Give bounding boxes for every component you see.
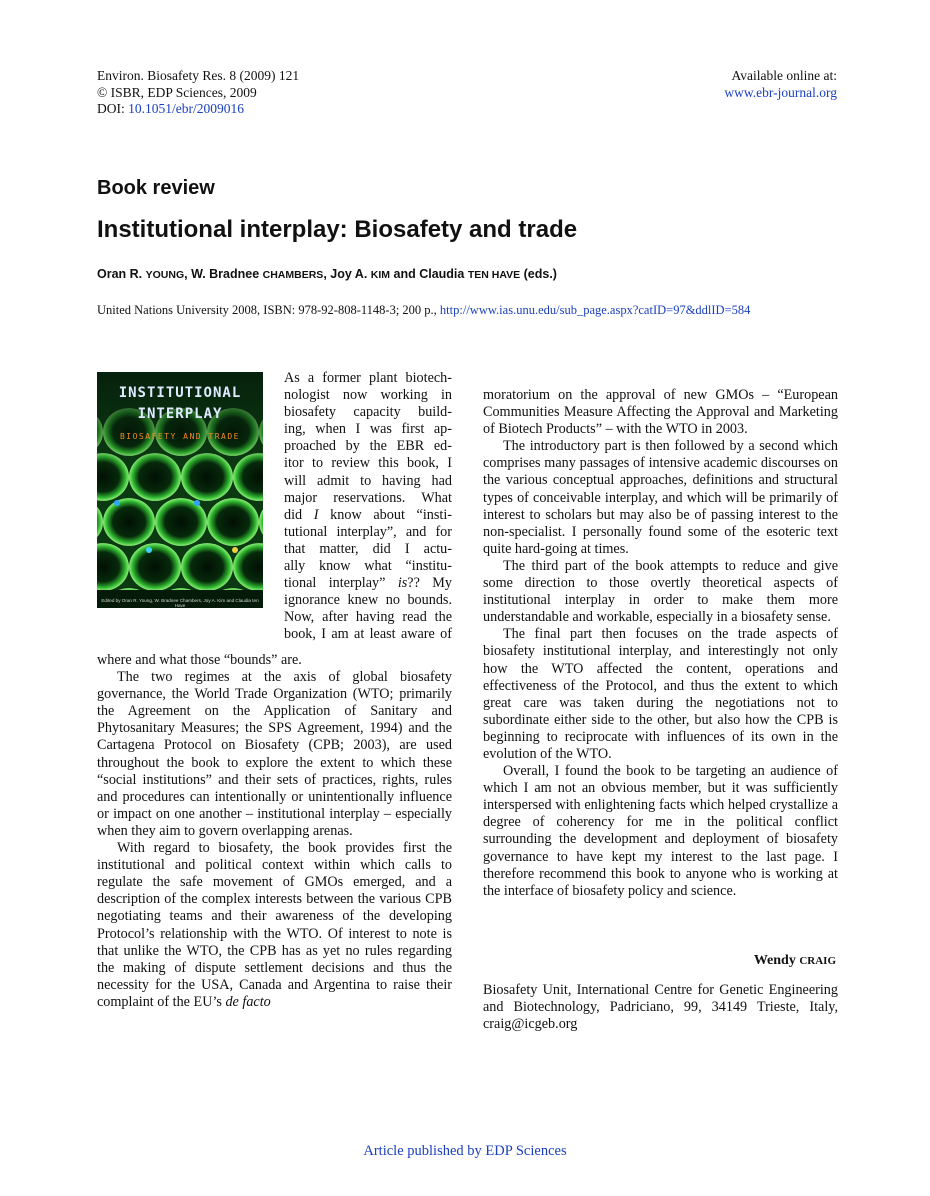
wrap-line: that matter, did I actu- [284, 540, 452, 557]
left-column [97, 652, 452, 1011]
cover-cell [155, 498, 207, 546]
availability-block [724, 68, 837, 101]
wrap-italic: I [313, 506, 319, 523]
cover-cell [103, 498, 155, 546]
cover-editors: Edited by Oran R. Young, W. Bradnee Chambers, Joy A. Kim and Claudia ten Have [101, 598, 259, 608]
cover-title-line2: INTERPLAY [137, 406, 223, 422]
doi-link[interactable]: 10.1051/ebr/2009016 [128, 101, 244, 116]
doi-line [97, 101, 299, 118]
biblio-url-link[interactable]: http://www.ias.unu.edu/sub_page.aspx?catID=97&ddlID=584 [439, 303, 751, 317]
section-label: Book review [97, 177, 215, 199]
cover-cell [207, 498, 259, 546]
wrap-line: As a former plant biotech- [284, 370, 452, 386]
paragraph: Overall, I found the book to be targeting an audience of which I am not an obvious member, but it was sufficiently interspersed with enlightening facts which helped crystallize a degree of coherency for me in the political conflict surrounding the development and deployment of biosafety governance to have kept my interest to the last page. I therefore recommend this book to anyone who is working at the interface of biosafety policy and science. [483, 763, 838, 899]
right-column [483, 387, 838, 900]
wrap-line: will admit to having had [284, 472, 452, 489]
author-line [97, 267, 557, 281]
wrap-line [284, 507, 452, 524]
wrap-line: ally know what “institu- [284, 558, 452, 575]
wrap-line: proached by the EBR ed- [284, 438, 452, 455]
bibliographic-line [97, 303, 750, 318]
paragraph: The introductory part is then followed by a second which comprises many passages of intensive academic discourses on the various conceptual approaches, definitions and structural types of conceivable interplay, and which will be primarily of interest to scholars but may also be of passing interest to the non-specialist. I personally found some of the esoteric text quite hard-going at times. [483, 438, 838, 557]
reviewer-affiliation-block [483, 982, 838, 1033]
author-given: , W. Bradnee [184, 267, 263, 281]
author-given: and Claudia [390, 267, 468, 281]
paragraph [97, 840, 452, 1011]
wrap-fragment: know about “insti- [318, 506, 452, 523]
paragraph: moratorium on the approval of new GMOs – “European Communities Measure Affecting the Approval and Marketing of Biotech Products” – with the WTO in 2003. [483, 387, 838, 438]
paragraph: The third part of the book attempts to reduce and give some direction to those overtly theoretical aspects of institutional interplay in order to make them more understandable and workable, especially in a biosafety sense. [483, 557, 838, 626]
author-given: , Joy A. [323, 267, 371, 281]
paragraph-italic: de facto [225, 993, 271, 1010]
wrap-line: itor to review this book, I [284, 455, 452, 472]
cover-glow-dot [146, 547, 152, 553]
intro-wrap-block [284, 370, 452, 644]
journal-url-link[interactable]: www.ebr-journal.org [724, 84, 837, 100]
wrap-line: ignorance knew no bounds. [284, 592, 452, 609]
cover-cell [181, 543, 233, 591]
cover-subtitle: BIOSAFETY AND TRADE [119, 432, 240, 441]
author-family: CHAMBERS [262, 269, 324, 281]
wrap-fragment: tional interplay” [284, 575, 398, 592]
paragraph-text: With regard to biosafety, the book provides first the institutional and political context within which calls to regulate the safe movement of GMOs emerged, and a description of the complex interests between the various CPB negotiating teams and their awareness of the developing Protocol’s relationship with the WTO. Of interest to note is that unlike the WTO, the CPB has as yet no rules regarding the making of dispute settlement decisions and thus the necessity for the USA, Canada and Argentina to raise their complaint of the EU’s [97, 840, 452, 1010]
author-family: KIM [370, 269, 391, 281]
author-given: Oran R. [97, 267, 146, 281]
wrap-line: Now, after having read the [284, 609, 452, 626]
wrap-line: ing, when I was first ap- [284, 421, 452, 438]
editors-suffix: (eds.) [520, 267, 557, 281]
cover-glow-dot [194, 500, 200, 506]
publisher-footer-link[interactable]: Article published by EDP Sciences [363, 1143, 567, 1159]
author-family: YOUNG [145, 269, 185, 281]
reviewer-given: Wendy [753, 953, 800, 968]
paragraph: The final part then focuses on the trade aspects of biosafety institutional interplay, and interestingly not only how the WTO affected the content, operations and effectiveness of the Protocol, and thus the extent to which great care was taken during the negotiations not to subordinate either side to the other, but also how the CPB is beginning to reciprocate with influences of its own in the evolution of the WTO. [483, 626, 838, 762]
cover-cell [129, 543, 181, 591]
journal-citation: Environ. Biosafety Res. 8 (2009) 121 [97, 68, 300, 83]
wrap-fragment: did [284, 506, 314, 523]
reviewer-name [754, 953, 836, 969]
wrap-fragment: ?? My [407, 575, 452, 592]
journal-header [97, 68, 299, 118]
cover-glow-dot [232, 547, 238, 553]
copyright-line: © ISBR, EDP Sciences, 2009 [97, 84, 257, 100]
available-label: Available online at: [731, 68, 837, 83]
paragraph: The two regimes at the axis of global biosafety governance, the World Trade Organization (WTO; primarily the Agreement on the Application of Sanitary and Phytosanitary Measures; the SPS Agreement, 1994) and the Cartagena Protocol on Biosafety (CPB; 2003), are used throughout the book to explore the extent to which these “social institutions” and their sets of practices, rights, rules and procedures can intentionally or unintentionally influence or impact on one another – institutional interplay – especially when they aim to govern overlapping arenas. [97, 669, 452, 839]
reviewer-family: CRAIG [799, 955, 836, 967]
biblio-text: United Nations University 2008, ISBN: 978-92-808-1148-3; 200 p., [97, 303, 440, 317]
cover-glow-dot [114, 500, 120, 506]
wrap-line: book, I am at least aware of [284, 626, 452, 643]
paragraph: where and what those “bounds” are. [97, 652, 302, 668]
doi-label: DOI: [97, 101, 129, 116]
wrap-line [284, 575, 452, 592]
wrap-italic: is [397, 575, 408, 592]
article-title: Institutional interplay: Biosafety and trade [97, 216, 578, 243]
wrap-line: major reservations. What [284, 489, 452, 506]
reviewer-affiliation: Biosafety Unit, International Centre for Genetic Engineering and Biotechnology, Padriciano, 99, 34149 Trieste, Italy, craig@icgeb.org [483, 982, 838, 1033]
wrap-line: nologist now working in [284, 387, 452, 404]
cover-title-line1: INSTITUTIONAL [118, 385, 242, 401]
wrap-line: biosafety capacity build- [284, 404, 452, 421]
wrap-line: tutional interplay”, and for [284, 523, 452, 540]
book-cover-image [97, 372, 263, 608]
author-family: TEN HAVE [467, 269, 521, 281]
